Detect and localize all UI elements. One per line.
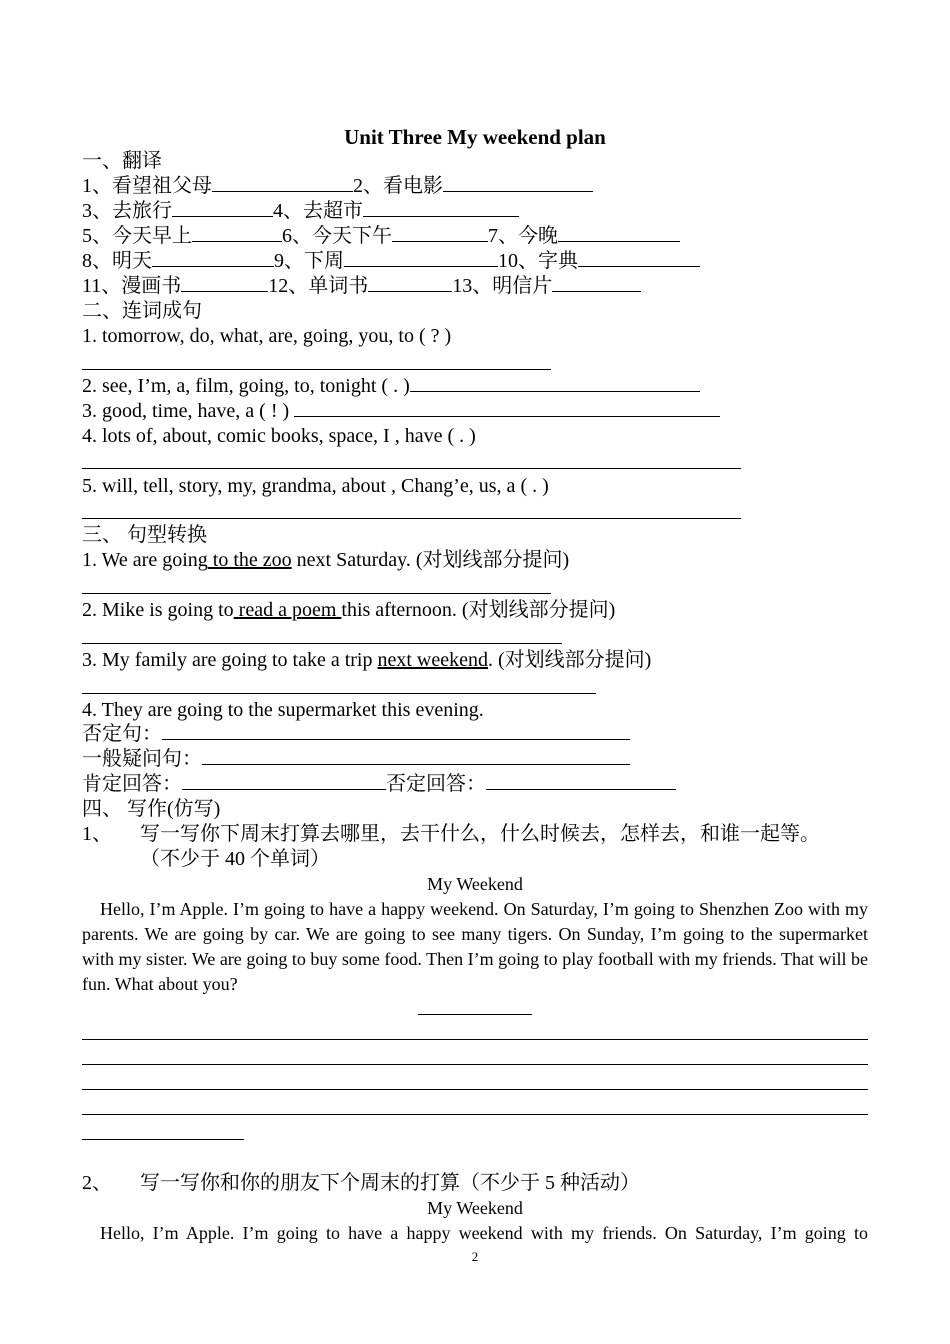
- general-question-row: [82, 747, 630, 771]
- writing-line[interactable]: [82, 1114, 868, 1115]
- answer-blank[interactable]: [410, 374, 700, 392]
- writing-line[interactable]: [82, 1064, 868, 1065]
- question-text: 1. We are going: [82, 549, 208, 571]
- writing-line[interactable]: [82, 1039, 868, 1040]
- sentence-question-3: [82, 399, 720, 423]
- underlined-phrase: next weekend: [377, 649, 488, 671]
- answer-blank[interactable]: [172, 199, 273, 217]
- answer-blank[interactable]: [552, 274, 641, 292]
- item-11: 11、漫画书: [82, 275, 182, 297]
- answer-blank[interactable]: [443, 174, 593, 192]
- item-1: 1、看望祖父母: [82, 175, 212, 197]
- transform-question-4: 4. They are going to the supermarket this evening.: [82, 699, 484, 721]
- translate-row-4: [82, 249, 700, 273]
- sample-2-title: My Weekend: [427, 1198, 523, 1218]
- answer-blank[interactable]: [202, 747, 630, 765]
- question-text: . (对划线部分提问): [488, 649, 652, 671]
- sentence-question-1: 1. tomorrow, do, what, are, going, you, to ( ? ): [82, 325, 452, 347]
- page-title: Unit Three My weekend plan: [344, 125, 606, 149]
- writing-line[interactable]: [82, 1089, 868, 1090]
- answer-line[interactable]: [82, 593, 551, 594]
- transform-question-1: [82, 548, 569, 572]
- transform-question-2: [82, 598, 615, 622]
- answer-blank[interactable]: [578, 249, 700, 267]
- negative-sentence-row: [82, 722, 630, 746]
- writing-title-line[interactable]: [418, 1014, 532, 1015]
- underlined-phrase: to the zoo: [207, 549, 292, 571]
- answer-blank[interactable]: [294, 399, 720, 417]
- sample-1-paragraph: Hello, I’m Apple. I’m going to have a happy weekend. On Saturday, I’m going to Shenzhen Zoo with my parents. We are going by car. We are going to see many tigers. On Sunday, I’m going to the supermarket with my sister. We are going to buy some food. Then I’m going to play football with my friends. That will be fun. What about you?: [82, 899, 868, 994]
- answer-blank[interactable]: [162, 722, 630, 740]
- transform-question-3: [82, 648, 651, 672]
- page-number: 2: [471, 1249, 479, 1264]
- answer-blank[interactable]: [212, 174, 353, 192]
- sample-2-paragraph: Hello, I’m Apple. I’m going to have a happy weekend with my friends. On Saturday, I’m going to: [100, 1223, 868, 1243]
- item-12: 12、单词书: [268, 275, 369, 297]
- sentence-question-2: [82, 374, 700, 398]
- item-10: 10、字典: [498, 250, 578, 272]
- translate-row-5: [82, 274, 641, 298]
- answer-blank[interactable]: [368, 274, 452, 292]
- negative-label: 否定句：: [82, 723, 162, 745]
- item-7: 7、今晚: [488, 225, 558, 247]
- answer-blank[interactable]: [152, 249, 274, 267]
- task-2-instruction: 写一写你和你的朋友下个周末的打算（不少于 5 种活动）: [140, 1172, 640, 1194]
- section-2-heading: 二、连词成句: [82, 300, 202, 322]
- answer-line[interactable]: [82, 693, 596, 694]
- writing-line[interactable]: [82, 1139, 244, 1140]
- task-1-instruction: 写一写你下周末打算去哪里，去干什么，什么时候去，怎样去，和谁一起等。: [140, 823, 820, 845]
- answer-blank[interactable]: [486, 772, 676, 790]
- item-3: 3、去旅行: [82, 200, 172, 222]
- question-text: 2. see, I’m, a, film, going, to, tonight ( . ): [82, 375, 410, 397]
- item-4: 4、去超市: [273, 200, 363, 222]
- item-9: 9、下周: [274, 250, 344, 272]
- answer-blank[interactable]: [344, 249, 498, 267]
- section-3-heading: 三、 句型转换: [82, 524, 207, 546]
- sample-1-title: My Weekend: [427, 874, 523, 894]
- question-text: this afternoon. (对划线部分提问): [341, 599, 616, 621]
- task-1-requirement: （不少于 40 个单词）: [140, 848, 330, 870]
- answer-blank[interactable]: [181, 274, 268, 292]
- translate-row-1: [82, 174, 593, 198]
- task-2-number: 2、: [82, 1172, 112, 1194]
- translate-row-2: [82, 199, 519, 223]
- answer-line[interactable]: [82, 468, 741, 469]
- question-text: 3. good, time, have, a ( ! ): [82, 400, 295, 422]
- item-8: 8、明天: [82, 250, 152, 272]
- question-text: 3. My family are going to take a trip: [82, 649, 378, 671]
- answer-line[interactable]: [82, 518, 741, 519]
- answer-blank[interactable]: [392, 224, 488, 242]
- positive-answer-label: 肯定回答：: [82, 773, 182, 795]
- answer-blank[interactable]: [558, 224, 680, 242]
- negative-answer-label: 否定回答：: [386, 773, 486, 795]
- item-13: 13、明信片: [452, 275, 553, 297]
- underlined-phrase: read a poem: [233, 599, 342, 621]
- answer-blank[interactable]: [182, 772, 386, 790]
- task-1-number: 1、: [82, 823, 112, 845]
- answers-row: [82, 772, 676, 796]
- sentence-question-5: 5. will, tell, story, my, grandma, about , Chang’e, us, a ( . ): [82, 475, 549, 497]
- item-6: 6、今天下午: [282, 225, 392, 247]
- answer-line[interactable]: [82, 643, 562, 644]
- general-question-label: 一般疑问句：: [82, 748, 202, 770]
- answer-blank[interactable]: [192, 224, 282, 242]
- sentence-question-4: 4. lots of, about, comic books, space, I , have ( . ): [82, 425, 476, 447]
- question-text: next Saturday. (对划线部分提问): [291, 549, 570, 571]
- section-1-heading: 一、翻译: [82, 150, 162, 172]
- item-2: 2、看电影: [353, 175, 443, 197]
- answer-blank[interactable]: [363, 199, 519, 217]
- section-4-heading: 四、 写作(仿写): [82, 798, 221, 820]
- question-text: 2. Mike is going to: [82, 599, 234, 621]
- translate-row-3: [82, 224, 680, 248]
- answer-line[interactable]: [82, 369, 551, 370]
- item-5: 5、今天早上: [82, 225, 192, 247]
